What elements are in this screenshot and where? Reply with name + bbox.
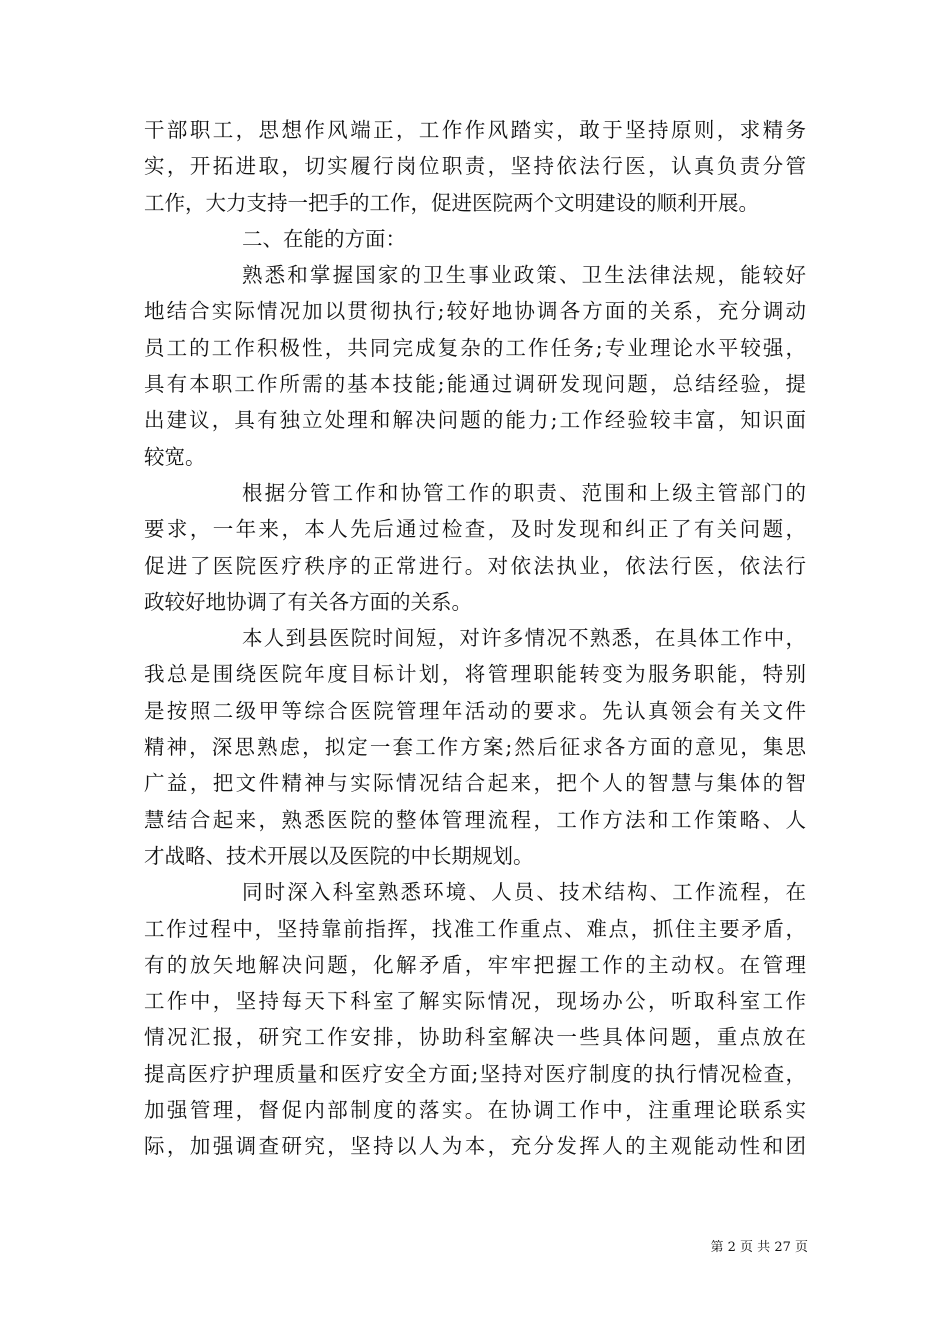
body-text (144, 112, 806, 1165)
text-line: 广益，把文件精神与实际情况结合起来，把个人的智慧与集体的智 (144, 771, 806, 796)
text-line: 员工的工作积极性，共同完成复杂的工作任务;专业理论水平较强， (144, 335, 806, 360)
text-line: 促进了医院医疗秩序的正常进行。对依法执业，依法行医，依法行 (144, 553, 806, 578)
text-line: 较宽。 (144, 444, 206, 469)
text-line: 提高医疗护理质量和医疗安全方面;坚持对医疗制度的执行情况检查， (144, 1061, 806, 1086)
text-line: 工作中，坚持每天下科室了解实际情况，现场办公，听取科室工作 (144, 989, 806, 1014)
text-line: 工作过程中，坚持靠前指挥，找准工作重点、难点，抓住主要矛盾， (144, 916, 806, 941)
text-line: 有的放矢地解决问题，化解矛盾，牢牢把握工作的主动权。在管理 (144, 952, 806, 977)
text-line: 出建议，具有独立处理和解决问题的能力;工作经验较丰富，知识面 (144, 408, 806, 433)
text-line: 实，开拓进取，切实履行岗位职责，坚持依法行医，认真负责分管 (144, 154, 806, 179)
text-line: 熟悉和掌握国家的卫生事业政策、卫生法律法规，能较好 (242, 263, 806, 288)
text-line: 政较好地协调了有关各方面的关系。 (144, 589, 472, 614)
text-line: 工作，大力支持一把手的工作，促进医院两个文明建设的顺利开展。 (144, 190, 759, 215)
text-line: 干部职工，思想作风端正，工作作风踏实，敢于坚持原则，求精务 (144, 118, 806, 142)
page-number: 第 2 页 共 27 页 (710, 1240, 808, 1255)
text-line: 要求，一年来，本人先后通过检查，及时发现和纠正了有关问题， (144, 517, 806, 542)
text-line: 慧结合起来，熟悉医院的整体管理流程，工作方法和工作策略、人 (144, 807, 806, 832)
text-line: 精神，深思熟虑，拟定一套工作方案;然后征求各方面的意见，集思 (144, 735, 806, 760)
text-line: 是按照二级甲等综合医院管理年活动的要求。先认真领会有关文件 (144, 698, 806, 723)
text-line: 才战略、技术开展以及医院的中长期规划。 (144, 843, 534, 868)
text-line: 我总是围绕医院年度目标计划，将管理职能转变为服务职能，特别 (144, 662, 806, 687)
text-line: 加强管理，督促内部制度的落实。在协调工作中，注重理论联系实 (144, 1098, 806, 1123)
text-line: 根据分管工作和协管工作的职责、范围和上级主管部门的 (242, 480, 806, 505)
text-line: 具有本职工作所需的基本技能;能通过调研发现问题，总结经验，提 (144, 372, 806, 397)
text-line: 本人到县医院时间短，对许多情况不熟悉，在具体工作中， (242, 626, 806, 651)
text-line: 二、在能的方面： (242, 226, 406, 251)
text-line: 同时深入科室熟悉环境、人员、技术结构、工作流程，在 (242, 880, 806, 905)
text-line: 地结合实际情况加以贯彻执行;较好地协调各方面的关系，充分调动 (144, 299, 806, 324)
text-line: 情况汇报，研究工作安排，协助科室解决一些具体问题，重点放在 (144, 1025, 806, 1050)
text-line: 际，加强调查研究，坚持以人为本，充分发挥人的主观能动性和团 (144, 1134, 806, 1159)
